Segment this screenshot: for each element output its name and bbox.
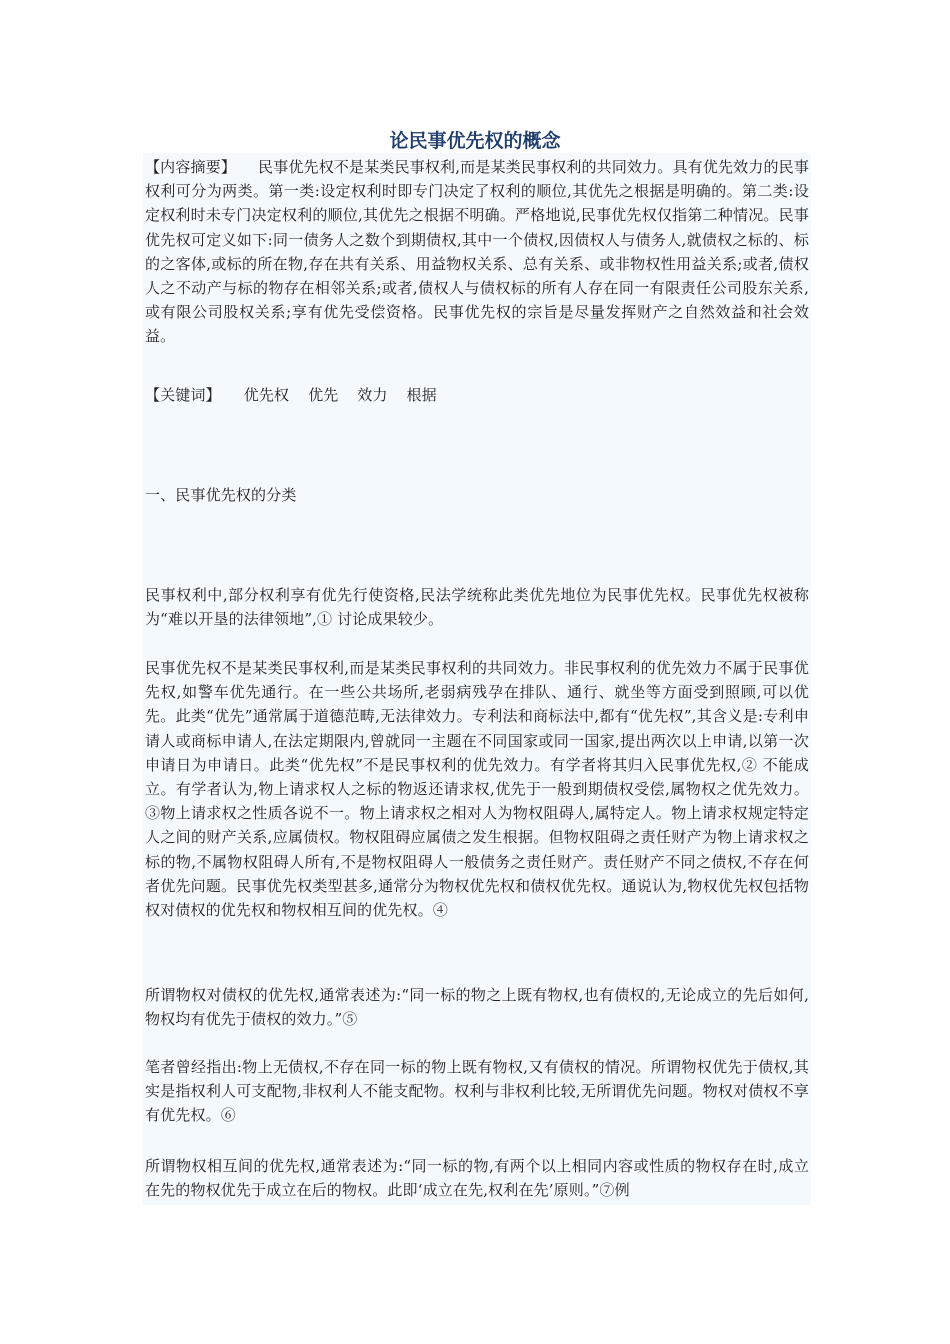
page-title: 论民事优先权的概念 xyxy=(389,130,561,152)
keyword: 根据 xyxy=(406,386,437,404)
section-heading: 一、民事优先权的分类 xyxy=(145,486,297,504)
keywords-label: 【关键词】 xyxy=(145,386,221,404)
keyword: 优先 xyxy=(308,386,339,404)
paragraph: 民事优先权不是某类民事权利,而是某类民事权利的共同效力。非民事权利的优先效力不属于民事优先权,如警车优先通行。在一些公共场所,老弱病残孕在排队、通行、就坐等方面受到照顾,可以优先。此类“优先”通常属于道德范畴,无法律效力。专利法和商标法中,都有“优先权”,其含义是:专利申请人或商标申请人,在法定期限内,曾就同一主题在不同国家或同一国家,提出两次以上申请,以第一次申请日为申请日。此类“优先权”不是民事权利的优先效力。有学者将其归入民事优先权,② 不能成立。有学者认为,物上请求权人之标的物返还请求权,优先于一般到期债权受偿,属物权之优先效力。③物上请求权之性质各说不一。物上请求权之相对人为物权阻碍人,属特定人。物上请求权规定特定人之间的财产关系,应属债权。物权阻碍应属债之发生根据。但物权阻碍之责任财产为物上请求权之标的物,不属物权阻碍人所有,不是物权阻碍人一般债务之责任财产。责任财产不同之债权,不存在何者优先问题。民事优先权类型甚多,通常分为物权优先权和债权优先权。通说认为,物权优先权包括物权对债权的优先权和物权相互间的优先权。④ xyxy=(145,659,809,920)
abstract xyxy=(145,155,809,349)
abstract-label: 【内容摘要】 xyxy=(145,158,237,176)
abstract-text: 民事优先权不是某类民事权利,而是某类民事权利的共同效力。具有优先效力的民事权利可分为两类。第一类:设定权利时即专门决定了权利的顺位,其优先之根据是明确的。第二类:设定权利时未专门决定权利的顺位,其优先之根据不明确。严格地说,民事优先权仅指第二种情况。民事优先权可定义如下:同一债务人之数个到期债权,其中一个债权,因债权人与债务人,就债权之标的、标的之客体,或标的所在物,存在共有关系、用益物权关系、总有关系、或非物权性用益关系;或者,债权人之不动产与标的物存在相邻关系;或者,债权人与债权标的所有人存在同一有限责任公司股东关系,或有限公司股权关系;享有优先受偿资格。民事优先权的宗旨是尽量发挥财产之自然效益和社会效益。 xyxy=(145,158,809,346)
paragraph: 所谓物权对债权的优先权,通常表述为:“同一标的物之上既有物权,也有债权的,无论成立的先后如何,物权均有优先于债权的效力。”⑤ xyxy=(145,986,809,1029)
paragraph: 笔者曾经指出:物上无债权,不存在同一标的物上既有物权,又有债权的情况。所谓物权优先于债权,其实是指权利人可支配物,非权利人不能支配物。权利与非权利比较,无所谓优先问题。物权对债权不享有优先权。⑥ xyxy=(145,1058,809,1125)
paragraph: 民事权利中,部分权利享有优先行使资格,民法学统称此类优先地位为民事优先权。民事优先权被称为“难以开垦的法律领地”,① 讨论成果较少。 xyxy=(145,586,809,629)
keyword: 优先权 xyxy=(243,386,290,404)
keyword: 效力 xyxy=(357,386,388,404)
paragraph: 所谓物权相互间的优先权,通常表述为:“同一标的物,有两个以上相同内容或性质的物权存在时,成立在先的物权优先于成立在后的物权。此即‘成立在先,权利在先’原则。”⑦例 xyxy=(145,1157,809,1200)
keywords xyxy=(145,383,809,407)
